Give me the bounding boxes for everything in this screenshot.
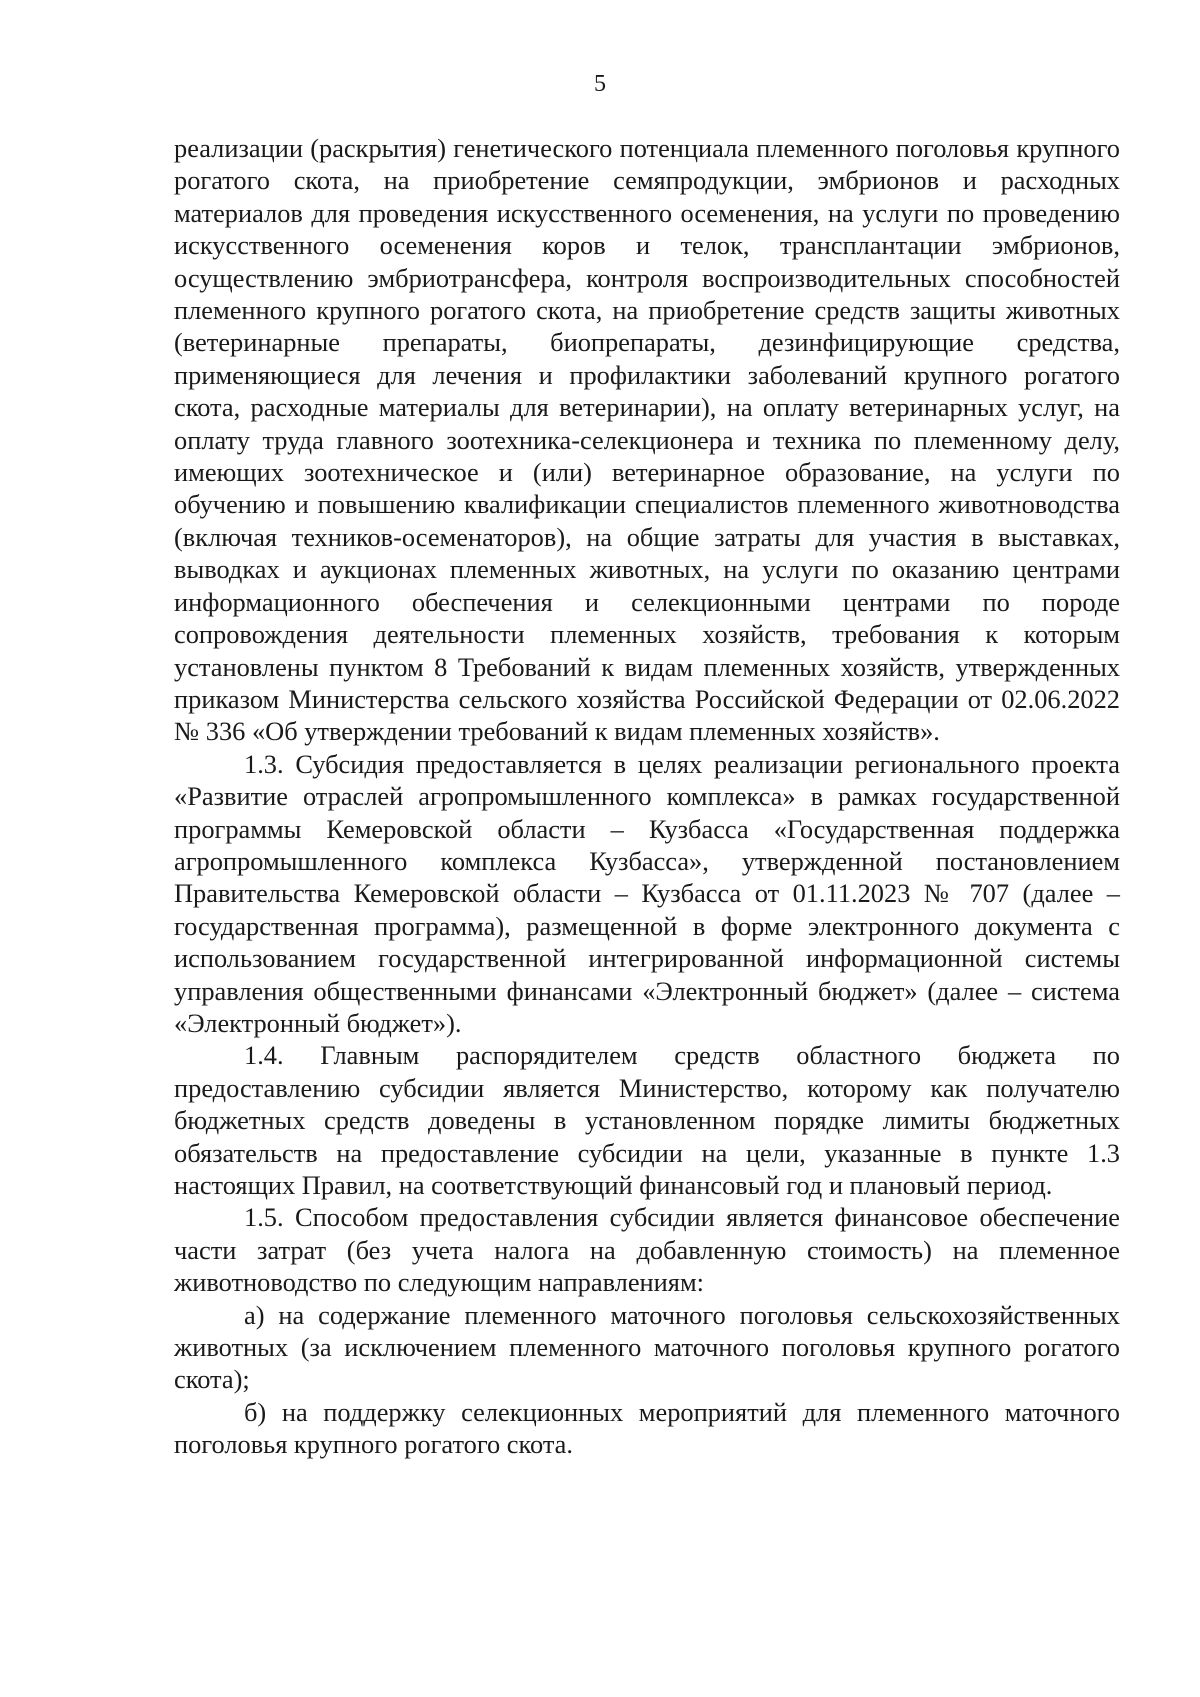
document-body xyxy=(174,132,1120,1461)
paragraph-continuation: реализации (раскрытия) генетического потенциала племенного поголовья крупного рогатого скота, на приобретение семяпродукции, эмбрионов и расходных материалов для проведения искусственного осеменения, на услуги по проведению искусственного осеменения коров и телок, трансплантации эмбрионов, осуществлению эмбриотрансфера, контроля воспроизводительных способностей племенного крупного рогатого скота, на приобретение средств защиты животных (ветеринарные препараты, биопрепараты, дезинфицирующие средства, применяющиеся для лечения и профилактики заболеваний крупного рогатого скота, расходные материалы для ветеринарии), на оплату ветеринарных услуг, на оплату труда главного зоотехника-селекционера и техника по племенному делу, имеющих зоотехническое и (или) ветеринарное образование, на услуги по обучению и повышению квалификации специалистов племенного животноводства (включая техников-осеменаторов), на общие затраты для участия в выставках, выводках и аукционах племенных животных, на услуги по оказанию центрами информационного обеспечения и селекционными центрами по породе сопровождения деятельности племенных хозяйств, требования к которым установлены пунктом 8 Требований к видам племенных хозяйств, утвержденных приказом Министерства сельского хозяйства Российской Федерации от 02.06.2022 № 336 «Об утверждении требований к видам племенных хозяйств». xyxy=(174,133,1120,747)
list-item-b: б) на поддержку селекционных мероприятий для племенного маточного поголовья крупного рогатого скота. xyxy=(174,1396,1120,1460)
paragraph-1-3: 1.3. Субсидия предоставляется в целях реализации регионального проекта «Развитие отраслей агропромышленного комплекса» в рамках государственной программы Кемеровской области – Кузбасса «Государственная поддержка агропромышленного комплекса Кузбасса», утвержденной постановлением Правительства Кемеровской области – Кузбасса от 01.11.2023 № 707 (далее – государственная программа), размещенной в форме электронного документа с использованием государственной интегрированной информационной системы управления общественными финансами «Электронный бюджет» (далее – система «Электронный бюджет»). xyxy=(174,748,1120,1038)
paragraph-1-5: 1.5. Способом предоставления субсидии является финансовое обеспечение части затрат (без учета налога на добавленную стоимость) на племенное животноводство по следующим направлениям: xyxy=(174,1202,1120,1298)
page-number: 5 xyxy=(594,71,606,97)
list-item-a: а) на содержание племенного маточного поголовья сельскохозяйственных животных (за исключением племенного маточного поголовья крупного рогатого скота); xyxy=(174,1299,1120,1395)
paragraph-1-4: 1.4. Главным распорядителем средств областного бюджета по предоставлению субсидии является Министерство, которому как получателю бюджетных средств доведены в установленном порядке лимиты бюджетных обязательств на предоставление субсидии на цели, указанные в пункте 1.3 настоящих Правил, на соответствующий финансовый год и плановый период. xyxy=(174,1040,1120,1200)
